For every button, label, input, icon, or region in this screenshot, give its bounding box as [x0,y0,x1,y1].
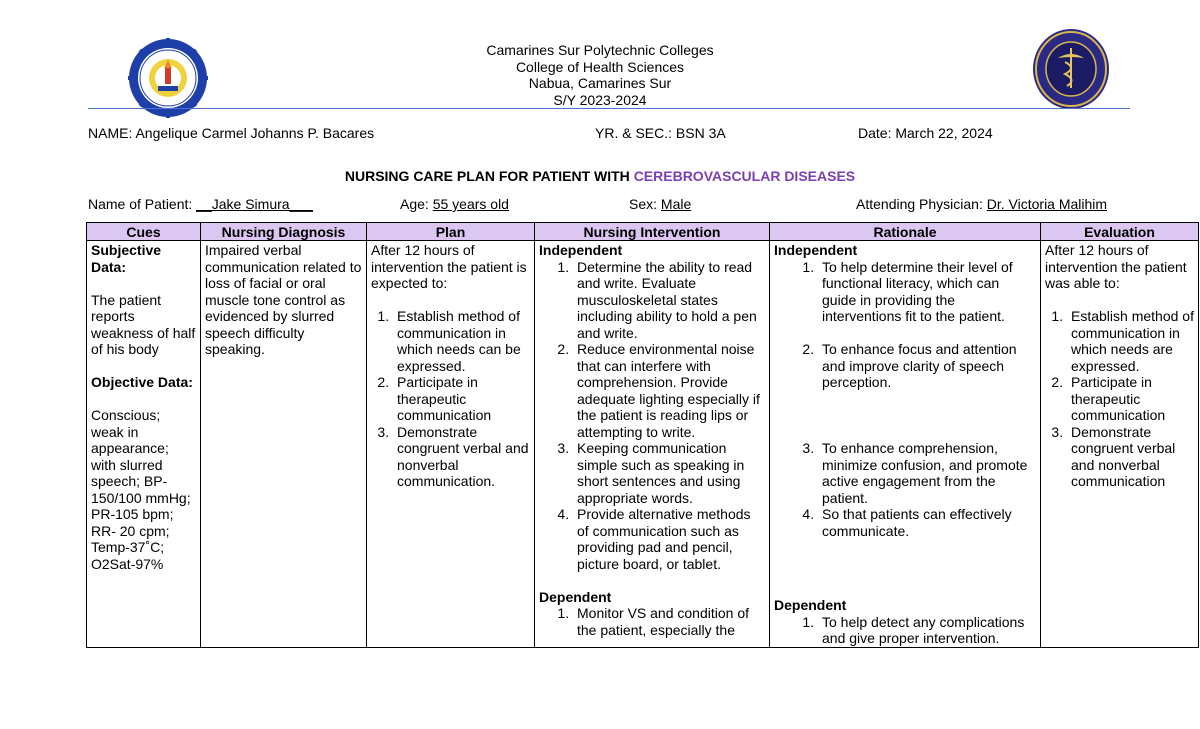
col-header-rationale: Rationale [770,223,1041,241]
list-item: 1. Determine the ability to read and write. Evaluate musculoskeletal states including ability to hold a pen and write. [573,259,765,342]
student-name: Angelique Carmel Johanns P. Bacares [135,125,375,141]
list-item: 2. Reduce environmental noise that can interfere with comprehension. Provide adequate lighting especially if the patient is reading lips or attempting to write. [573,341,765,440]
sex-label: Sex: [629,196,658,212]
rationale-cell [770,241,1041,648]
list-item: 1. Establish method of communication in which needs are expressed. [1067,308,1194,374]
physician-field [856,196,1107,212]
col-header-intervention: Nursing Intervention [535,223,770,241]
subjective-data: The patient reports weakness of half of his body [91,291,196,357]
list-item: 3. Demonstrate congruent verbal and nonverbal communication. [393,424,530,490]
col-header-plan: Plan [367,223,535,241]
objective-label: Objective Data: [91,374,193,390]
institution-header [400,42,800,108]
year-section-label: YR. & SEC.: [595,125,673,141]
student-name-field [88,125,374,141]
patient-sex-field [629,196,691,212]
patient-age-field [400,196,509,212]
list-item: 1. Establish method of communication in which needs can be expressed. [393,308,530,374]
rationale-dependent-list [774,614,1036,647]
name-label: NAME: [88,125,133,141]
school-location: Nabua, Camarines Sur [528,75,672,91]
header-divider [88,108,1130,109]
subjective-label: Subjective Data: [91,242,162,275]
date-value: March 22, 2024 [895,125,993,141]
sex-value: Male [660,196,692,212]
col-header-diagnosis: Nursing Diagnosis [201,223,367,241]
patient-name: __Jake Simura___ [196,196,313,212]
list-item: 1. Monitor VS and condition of the patient, especially the [573,605,765,638]
college-health-sciences-logo [1031,28,1111,110]
intervention-dependent-label: Dependent [539,588,612,605]
cues-cell [87,241,201,648]
cspc-seal-logo [128,38,208,118]
list-item: 3. Keeping communication simple such as speaking in short sentences and using appropriate words. [573,440,765,506]
evaluation-intro: After 12 hours of intervention the patient was able to: [1045,242,1187,291]
list-item: 2. Participate in therapeutic communication [1067,374,1194,424]
title-highlight: CEREBROVASCULAR DISEASES [633,168,856,184]
diagnosis-text: Impaired verbal communication related to loss of facial or oral muscle tone control as evidenced by slurred speech difficulty speaking. [205,242,362,357]
list-item: 3. To enhance comprehension, minimize confusion, and promote active engagement from the patient. [818,440,1036,506]
patient-name-field [88,196,313,212]
school-year: S/Y 2023-2024 [553,91,647,108]
intervention-independent-label: Independent [539,242,623,258]
rationale-dependent-label: Dependent [774,597,847,613]
plan-intro: After 12 hours of intervention the patient is expected to: [371,242,527,291]
year-section-field [595,125,726,141]
list-item: 1. To help determine their level of functional literacy, which can guide in providing the interventions fit to the patient. [818,259,1036,325]
list-item: 2. To enhance focus and attention and improve clarity of speech perception. [818,341,1036,391]
physician-value: Dr. Victoria Malihim [986,196,1108,212]
date-field [858,125,993,141]
school-name: Camarines Sur Polytechnic Colleges [486,42,714,58]
age-label: Age: [400,196,429,212]
objective-data: Conscious; weak in appearance; with slurred speech; BP-150/100 mmHg; PR-105 bpm; RR- 20 cpm; Temp-37˚C; O2Sat-97% [91,407,191,572]
page-title [0,168,1200,184]
year-section-value: BSN 3A [675,125,726,141]
col-header-cues: Cues [87,223,201,241]
intervention-cell [535,241,770,648]
rationale-independent-label: Independent [774,242,858,258]
list-item: 4. Provide alternative methods of communication such as providing pad and pencil, picture board, or tablet. [573,506,765,572]
evaluation-list [1045,308,1194,490]
age-value: 55 years old [432,196,509,212]
rationale-independent-list [774,259,1036,540]
date-label: Date: [858,125,892,141]
college-name: College of Health Sciences [515,58,685,75]
list-item: 2. Participate in therapeutic communication [393,374,530,424]
list-item: 3. Demonstrate congruent verbal and nonverbal communication [1067,424,1194,490]
patient-name-label: Name of Patient: [88,196,193,212]
intervention-dependent-list [539,605,765,638]
intervention-independent-list [539,259,765,573]
list-item: 4. So that patients can effectively communicate. [818,506,1036,539]
table-header-row [87,223,1199,241]
list-item: 1. To help detect any complications and give proper intervention. [818,614,1036,647]
diagnosis-cell [201,241,367,648]
col-header-evaluation: Evaluation [1041,223,1199,241]
title-prefix: NURSING CARE PLAN FOR PATIENT WITH [344,168,630,184]
physician-label: Attending Physician: [856,196,983,212]
table-row [87,241,1199,648]
plan-cell [367,241,535,648]
evaluation-cell [1041,241,1199,648]
nursing-care-plan-table [86,222,1199,648]
plan-list [371,308,530,490]
